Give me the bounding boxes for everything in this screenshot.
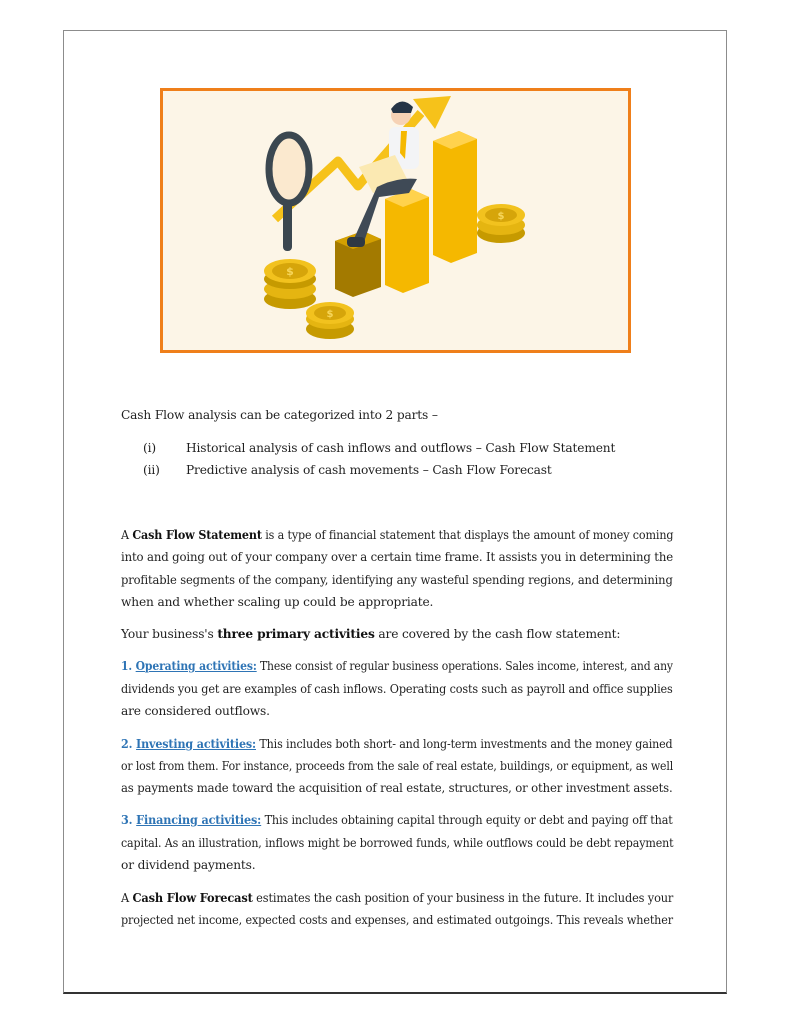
text-run: This includes both short- and long-term investments and the money gained	[255, 737, 673, 751]
term-cash-flow-statement: Cash Flow Statement	[132, 528, 262, 542]
investing-activities-link[interactable]: Investing activities:	[136, 737, 256, 751]
svg-text:$: $	[497, 211, 505, 222]
statement-line: into and going out of your company over a certain time frame. It assists you in determining the	[121, 550, 674, 564]
activity-line: as payments made toward the acquisition of real estate, structures, or other investment assets.	[121, 781, 673, 795]
activity-number: 2.	[121, 737, 137, 751]
cash-flow-illustration	[160, 88, 631, 353]
activity-investing	[121, 737, 673, 751]
financing-activities-link[interactable]: Financing activities:	[136, 813, 262, 827]
statement-line: profitable segments of the company, identifying any wasteful spending regions, and determining	[121, 573, 673, 587]
text-run: A	[121, 528, 133, 542]
activity-operating	[121, 659, 673, 673]
activity-number: 3.	[121, 813, 137, 827]
list-marker: (ii)	[143, 463, 160, 477]
forecast-line	[121, 891, 673, 905]
activity-line: or dividend payments.	[121, 858, 256, 872]
forecast-line: projected net income, expected costs and expenses, and estimated outgoings. This reveals whether	[121, 913, 673, 927]
operating-activities-link[interactable]: Operating activities:	[135, 659, 257, 673]
list-item: Historical analysis of cash inflows and outflows – Cash Flow Statement	[186, 441, 616, 455]
activity-financing	[121, 813, 673, 827]
activities-intro	[121, 627, 620, 641]
activity-line: capital. As an illustration, inflows might be borrowed funds, while outflows could be debt repayment	[121, 836, 674, 850]
statement-line: when and whether scaling up could be appropriate.	[121, 595, 434, 609]
activity-line: dividends you get are examples of cash inflows. Operating costs such as payroll and office supplies	[121, 682, 673, 696]
illustration-graphic	[163, 91, 628, 350]
activity-line: or lost from them. For instance, proceeds from the sale of real estate, buildings, or equipment, as well	[121, 759, 674, 773]
activity-number: 1.	[121, 659, 136, 673]
coin-stack-right-icon	[477, 204, 525, 243]
coin-stack-left-icon	[264, 259, 316, 309]
svg-text:$: $	[286, 265, 294, 278]
list-marker: (i)	[143, 441, 156, 455]
magnifier-icon	[269, 135, 309, 203]
intro-text: Cash Flow analysis can be categorized into 2 parts –	[121, 408, 438, 422]
text-run: estimates the cash position of your business in the future. It includes your	[252, 891, 674, 905]
list-item: Predictive analysis of cash movements – Cash Flow Forecast	[186, 463, 552, 477]
text-run: A	[121, 891, 133, 905]
statement-line	[121, 528, 673, 542]
text-run: These consist of regular business operations. Sales income, interest, and any	[256, 659, 673, 673]
text-run: This includes obtaining capital through equity or debt and paying off that	[261, 813, 673, 827]
text-run: Your business's	[121, 627, 218, 641]
term-cash-flow-forecast: Cash Flow Forecast	[132, 891, 253, 905]
svg-text:$: $	[326, 309, 334, 320]
activity-line: are considered outflows.	[121, 704, 270, 718]
coin-stack-bottom-icon	[306, 302, 354, 339]
text-run: are covered by the cash flow statement:	[374, 627, 621, 641]
term-three-primary-activities: three primary activities	[217, 627, 375, 641]
text-run: is a type of financial statement that displays the amount of money coming	[261, 528, 674, 542]
